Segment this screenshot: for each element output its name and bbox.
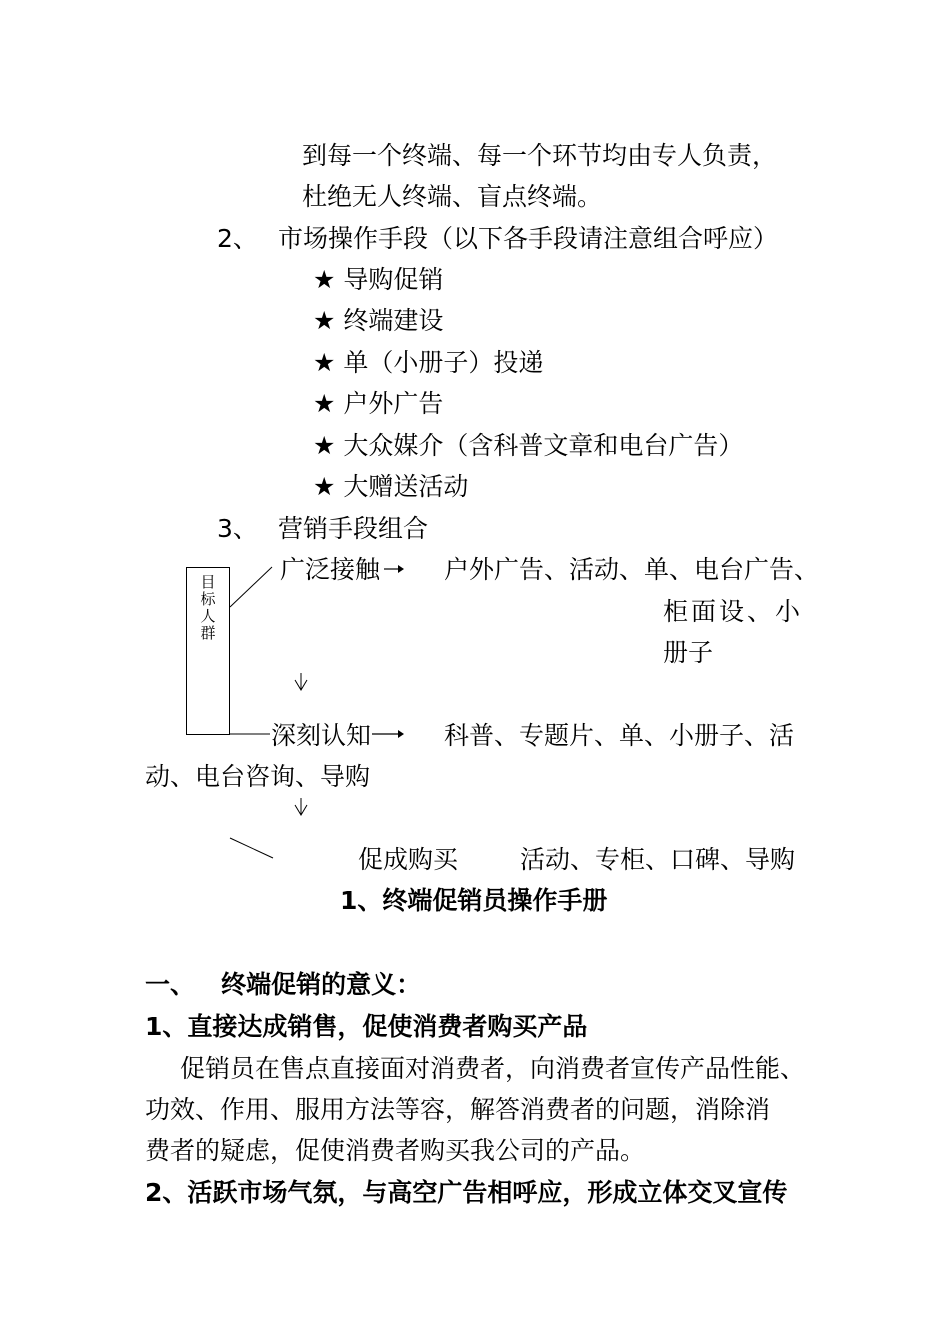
manual-title: 1、终端促销员操作手册 [340,886,608,915]
section3-number: 3、 [217,514,258,543]
point1-body-line1: 促销员在售点直接面对消费者，向消费者宣传产品性能、 [180,1054,806,1083]
manual-heading-1: 一、 终端促销的意义： [145,970,422,999]
point1-title: 1、直接达成销售，促使消费者购买产品 [145,1012,588,1041]
list-item: ★ 大众媒介（含科普文章和电台广告） [313,431,744,460]
list-item: ★ 单（小册子）投递 [313,348,544,377]
stage2-means-line2: 动、电台咨询、导购 [145,762,371,791]
connector-line [230,567,272,607]
stage1-means-line2: 柜面设、小 [663,597,804,626]
section3-title: 营销手段组合 [278,514,429,543]
stage3-label: 促成购买 [358,845,459,874]
arrow-head [398,565,404,573]
point1-body-line3: 费者的疑虑，促使消费者购买我公司的产品。 [145,1136,646,1165]
section2-number: 2、 [217,224,258,253]
target-group-label: 目标人群 [200,573,216,642]
intro-line-2: 杜绝无人终端、盲点终端。 [302,182,603,211]
stage1-means-line1: 户外广告、活动、单、电台广告、 [444,555,820,584]
point2-title: 2、活跃市场气氛，与高空广告相呼应，形成立体交叉宣传 [145,1178,788,1207]
arrow-head [398,730,404,738]
point1-body-line2: 功效、作用、服用方法等容，解答消费者的问题，消除消 [145,1095,771,1124]
connector-line [230,838,273,858]
stage1-label: 广泛接触 [280,555,381,584]
stage1-means-line3: 册子 [663,638,714,667]
list-item: ★ 户外广告 [313,389,444,418]
stage2-means-line1: 科普、专题片、单、小册子、活 [444,721,795,750]
list-item: ★ 导购促销 [313,265,444,294]
section2-title: 市场操作手段（以下各手段请注意组合呼应） [278,224,779,253]
intro-line-1: 到每一个终端、每一个环节均由专人负责， [302,141,778,170]
list-item: ★ 大赠送活动 [313,472,469,501]
stage3-means: 活动、专柜、口碑、导购 [520,845,796,874]
stage2-label: 深刻认知 [271,721,372,750]
list-item: ★ 终端建设 [313,306,444,335]
